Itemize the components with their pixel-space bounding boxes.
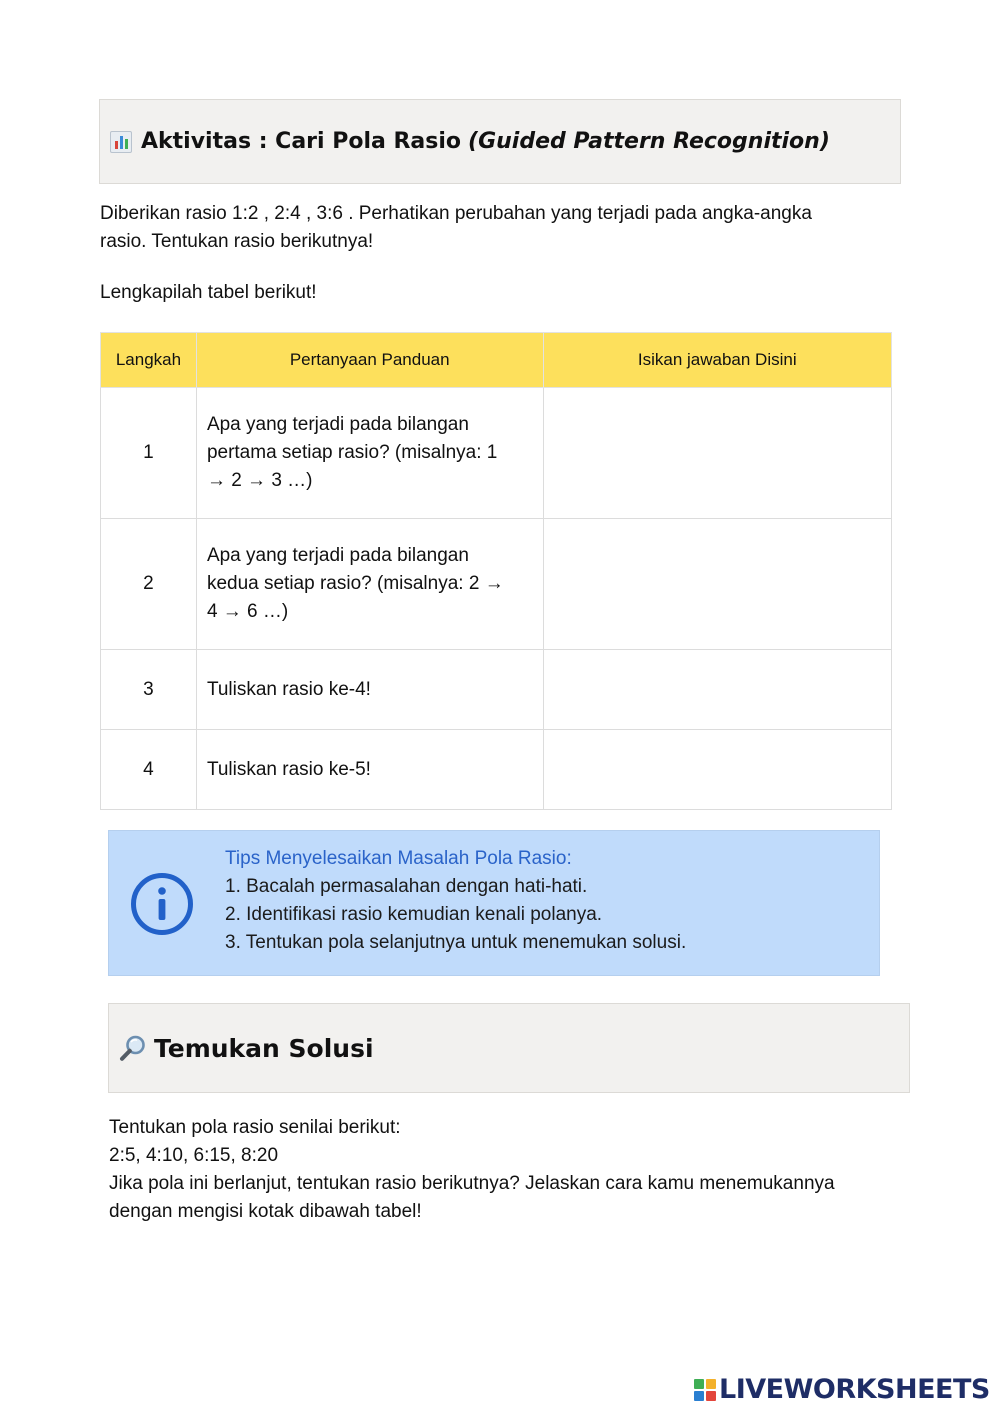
logo-blocks-icon	[694, 1379, 716, 1401]
solution-line: Tentukan pola rasio senilai berikut:	[109, 1117, 401, 1138]
step-number: 1	[101, 388, 197, 519]
table-instruction: Lengkapilah tabel berikut!	[100, 282, 317, 303]
solution-line: 2:5, 4:10, 6:15, 8:20	[109, 1145, 279, 1166]
question-line: Apa yang terjadi pada bilangan	[206, 414, 469, 435]
table-row	[101, 519, 892, 650]
question-line: → 2 → 3 …)	[206, 470, 313, 491]
step-number: 3	[101, 650, 197, 730]
guided-table	[100, 332, 892, 810]
tips-item: 1. Bacalah permasalahan dengan hati-hati.	[225, 876, 588, 897]
activity-title	[110, 129, 830, 154]
liveworksheets-logo	[694, 1374, 990, 1405]
activity-subtitle: (Guided Pattern Recognition)	[468, 129, 830, 154]
question-line: pertama setiap rasio? (misalnya: 1	[206, 442, 498, 463]
solution-text	[109, 1114, 835, 1226]
step-number: 2	[101, 519, 197, 650]
intro-line-1: Diberikan rasio 1:2 , 2:4 , 3:6 . Perhatikan perubahan yang terjadi pada angka-angka	[100, 203, 812, 224]
question-line: Apa yang terjadi pada bilangan	[206, 545, 469, 566]
solution-header	[108, 1003, 910, 1093]
question-line: Tuliskan rasio ke-5!	[206, 758, 371, 780]
guide-question	[196, 519, 543, 650]
table-row	[101, 388, 892, 519]
answer-cell[interactable]	[543, 519, 892, 650]
table-row	[101, 730, 892, 810]
question-line: 4 → 6 …)	[206, 601, 289, 622]
guide-question	[196, 730, 543, 810]
tips-item: 3. Tentukan pola selanjutnya untuk menemukan solusi.	[225, 932, 687, 953]
magnifier-icon	[118, 1033, 148, 1063]
solution-title	[118, 1033, 374, 1063]
logo-text: LIVEWORKSHEETS	[719, 1374, 990, 1405]
step-number: 4	[101, 730, 197, 810]
intro-paragraph	[100, 200, 812, 256]
guide-question	[196, 650, 543, 730]
table-header-row	[101, 333, 892, 388]
answer-cell[interactable]	[543, 650, 892, 730]
solution-title-text: Temukan Solusi	[154, 1033, 374, 1063]
tips-title: Tips Menyelesaikan Masalah Pola Rasio:	[225, 848, 572, 869]
tips-text	[225, 845, 686, 957]
intro-line-2: rasio. Tentukan rasio berikutnya!	[100, 231, 374, 252]
table-row	[101, 650, 892, 730]
header-step: Langkah	[101, 333, 197, 388]
question-line: kedua setiap rasio? (misalnya: 2 →	[206, 573, 504, 594]
guide-question	[196, 388, 543, 519]
info-icon	[130, 872, 194, 936]
solution-line: dengan mengisi kotak dibawah tabel!	[109, 1201, 422, 1222]
answer-cell[interactable]	[543, 730, 892, 810]
tips-item: 2. Identifikasi rasio kemudian kenali polanya.	[225, 904, 603, 925]
activity-title-text: Aktivitas : Cari Pola Rasio	[141, 129, 462, 154]
question-line: Tuliskan rasio ke-4!	[206, 678, 371, 700]
activity-header	[99, 99, 901, 184]
bar-chart-icon	[110, 131, 132, 153]
solution-line: Jika pola ini berlanjut, tentukan rasio berikutnya? Jelaskan cara kamu menemukannya	[109, 1173, 835, 1194]
header-answer: Isikan jawaban Disini	[543, 333, 892, 388]
answer-cell[interactable]	[543, 388, 892, 519]
header-question: Pertanyaan Panduan	[196, 333, 543, 388]
tips-box	[108, 830, 880, 976]
